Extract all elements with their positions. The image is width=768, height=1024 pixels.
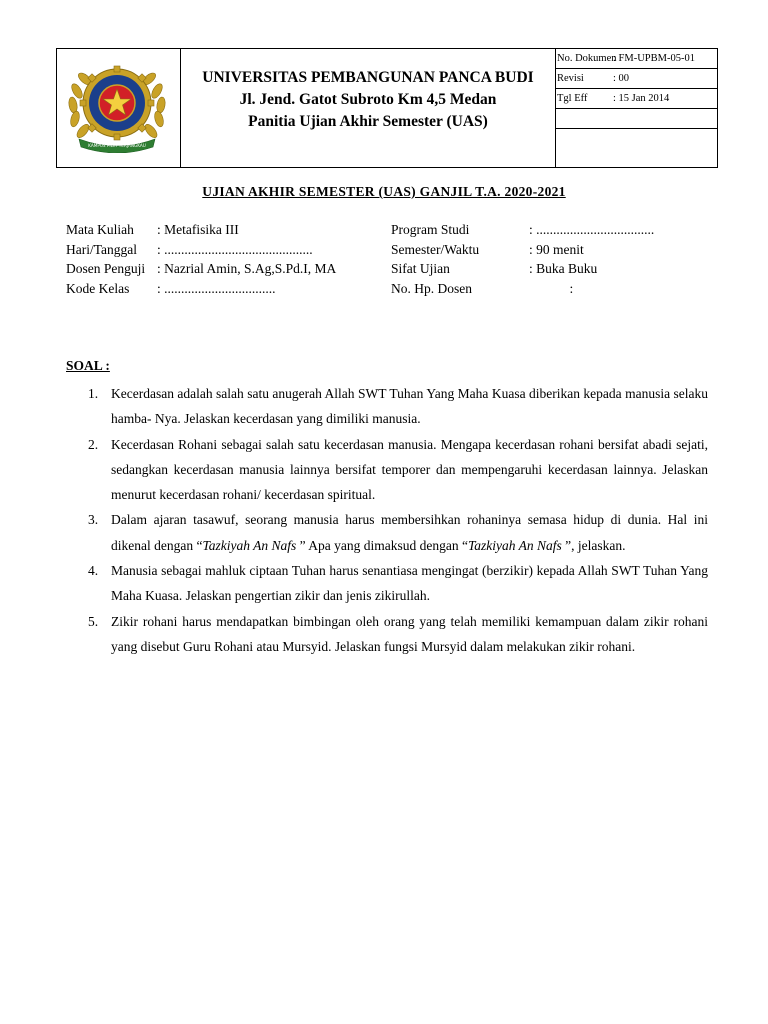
info-value: : 90 menit — [529, 241, 584, 257]
document-meta — [556, 49, 717, 167]
committee-name: Panitia Ujian Akhir Semester (UAS) — [248, 113, 488, 130]
meta-effective-date: Tgl Eff : 15 Jan 2014 — [556, 89, 717, 109]
info-value: : ................................. — [157, 280, 276, 296]
question-number: 5. — [88, 613, 99, 629]
document-header — [56, 48, 718, 168]
meta-empty-row — [556, 129, 717, 148]
info-label: Sifat Ujian — [391, 261, 450, 276]
info-value: : Nazrial Amin, S.Ag,S.Pd.I, MA — [157, 261, 337, 276]
meta-revision: Revisi : 00 — [556, 69, 717, 89]
italic-term: Tazkiyah An Nafs — [467, 537, 562, 553]
question-list — [88, 381, 708, 659]
exam-title: UJIAN AKHIR SEMESTER (UAS) GANJIL T.A. 2020-2021 — [202, 184, 566, 199]
italic-term: Tazkiyah An Nafs — [202, 537, 297, 553]
seal-motto-text: KAMPUS PILIH TERJANGKAU — [88, 143, 146, 148]
info-label: No. Hp. Dosen — [391, 280, 472, 296]
question-number: 4. — [88, 563, 99, 579]
university-name: UNIVERSITAS PEMBANGUNAN PANCA BUDI — [202, 69, 534, 86]
info-label: Dosen Penguji — [66, 261, 146, 276]
question-item — [88, 381, 708, 432]
question-item — [88, 507, 708, 558]
question-text: Dalam ajaran tasawuf, seorang manusia harus membersihkan rohaninya semasa hidup di dunia. Hal ini dikenal dengan “Tazkiyah An Nafs ” Apa yang dimaksud dengan “Tazkiyah An Nafs ”, jelaskan. — [111, 512, 708, 553]
question-number: 2. — [88, 436, 99, 452]
question-number: 3. — [88, 512, 99, 528]
logo-cell — [57, 49, 181, 167]
info-label: Semester/Waktu — [391, 241, 480, 257]
info-value: : Buka Buku — [529, 261, 598, 276]
meta-empty-row — [556, 109, 717, 129]
info-value: : Metafisika III — [157, 222, 239, 237]
question-text: Manusia sebagai mahluk ciptaan Tuhan harus senantiasa mengingat (berzikir) kepada Allah SWT Tuhan Yang Maha Kuasa. Jelaskan pengertian zikir dan jenis zikirullah. — [111, 563, 708, 604]
exam-info-left — [66, 220, 336, 298]
question-text: Kecerdasan adalah salah satu anugerah Allah SWT Tuhan Yang Maha Kuasa diberikan kepada manusia selaku hamba- Nya. Jelaskan kecerdasan yang dimiliki manusia. — [111, 386, 708, 427]
exam-info-right — [391, 220, 654, 298]
info-value: : ............................................ — [157, 241, 313, 257]
university-address: Jl. Jend. Gatot Subroto Km 4,5 Medan — [239, 91, 497, 108]
questions-heading: SOAL : — [66, 358, 110, 373]
meta-doc-number: No. Dokumen : FM-UPBM-05-01 — [556, 49, 717, 69]
university-seal-icon — [67, 61, 167, 153]
question-item — [88, 609, 708, 660]
question-number: 1. — [88, 386, 99, 401]
question-item — [88, 558, 708, 609]
info-value: : ................................... — [529, 222, 655, 237]
info-label: Kode Kelas — [66, 280, 130, 296]
university-title-block — [181, 49, 556, 167]
question-text: Zikir rohani harus mendapatkan bimbingan oleh orang yang telah memiliki kemampuan dalam zikir rohani yang disebut Guru Rohani atau Mursyid. Jelaskan fungsi Mursyid dalam melakukan zikir rohani. — [111, 613, 708, 654]
question-text: Kecerdasan Rohani sebagai salah satu kecerdasan manusia. Mengapa kecerdasan rohani bersifat abadi sejati, sedangkan kecerdasan manusia lainnya bersifat temporer dan mempengaruhi kecerdasan lainnya. Jelaskan menurut kecerdasan rohani/ kecerdasan spiritual. — [111, 436, 708, 503]
info-label: Hari/Tanggal — [66, 241, 138, 257]
info-label: Mata Kuliah — [66, 222, 134, 237]
question-item — [88, 432, 708, 508]
info-value: : — [529, 280, 574, 296]
info-label: Program Studi — [391, 222, 470, 237]
